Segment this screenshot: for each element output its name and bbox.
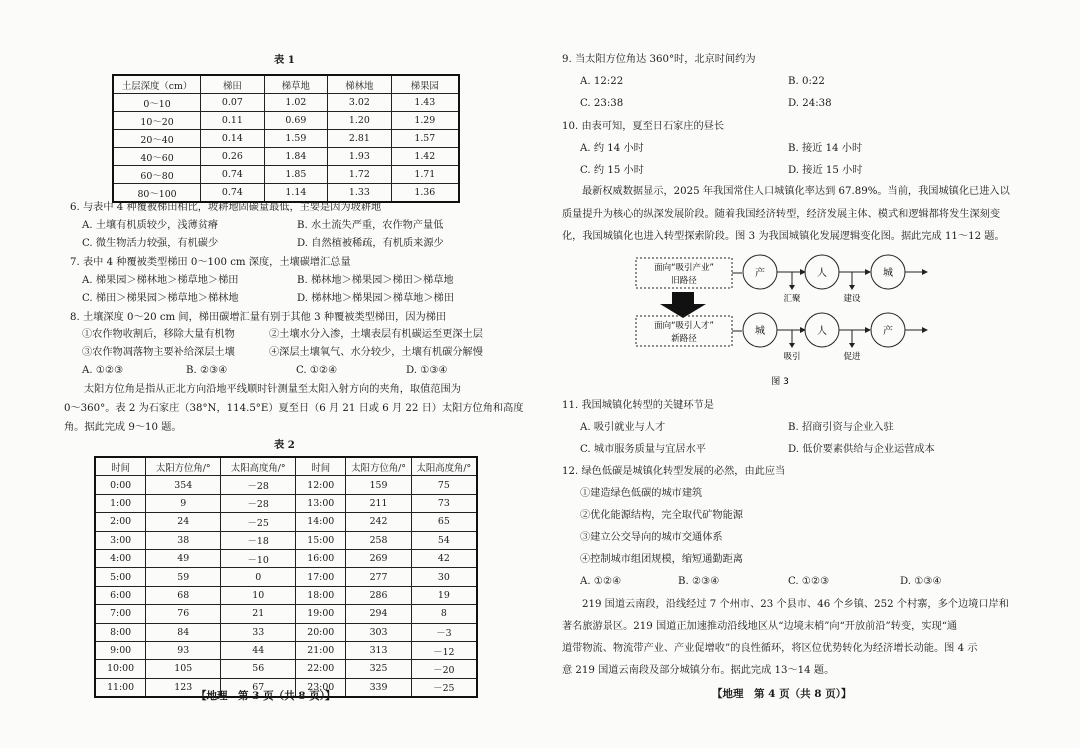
table-cell: 68	[146, 586, 221, 604]
table-cell: －28	[221, 494, 296, 512]
q12-statement-3: ③建立公交导向的城市交通体系	[580, 532, 723, 543]
old-label-2: 建设	[843, 294, 861, 304]
table-cell: 9:00	[95, 641, 146, 659]
table-cell: 1.36	[391, 184, 459, 203]
table-cell: 44	[221, 641, 296, 659]
table-header: 梯果园	[391, 75, 459, 94]
table-cell: 9	[146, 494, 221, 512]
intro2-line-2: 0～360°。表 2 为石家庄（38°N，114.5°E）夏至日（6 月 21 日或 6 月 22 日）太阳方位角和高度	[64, 403, 524, 414]
table-row	[95, 586, 477, 604]
table-cell: 10	[221, 586, 296, 604]
table-cell: 0.74	[201, 166, 265, 184]
q11-stem: 11. 我国城镇化转型的关键环节是	[562, 400, 714, 411]
table-cell: －10	[221, 549, 296, 567]
table-cell: －28	[221, 476, 296, 494]
table2	[94, 456, 478, 698]
table-cell: 1.33	[328, 184, 392, 203]
old-node-3: 城	[883, 268, 893, 279]
table-cell: 20:00	[296, 623, 346, 641]
table-cell: 105	[146, 660, 221, 678]
table-cell: 2:00	[95, 513, 146, 531]
old-node-2: 人	[817, 268, 827, 279]
table-cell: －20	[411, 660, 477, 678]
table-header: 梯草地	[264, 75, 328, 94]
big-arrow-shaft	[672, 292, 694, 304]
table-header-row	[95, 457, 477, 476]
table-cell: 211	[346, 494, 411, 512]
arrow-head	[789, 343, 795, 348]
table-header: 太阳方位角/°	[346, 457, 411, 476]
table-cell: 4:00	[95, 549, 146, 567]
table-header: 太阳方位角/°	[146, 457, 221, 476]
table-cell: 0.14	[201, 130, 265, 148]
table-cell: 59	[146, 568, 221, 586]
table-cell: 3:00	[95, 531, 146, 549]
table-cell: 1.71	[391, 166, 459, 184]
table-cell: －25	[221, 513, 296, 531]
q8-option-a: A. ①②③	[82, 365, 124, 376]
table-cell: 7:00	[95, 605, 146, 623]
table-cell: 339	[346, 678, 411, 697]
new-node-1: 城	[755, 326, 765, 337]
intro2-line-1: 太阳方位角是指从正北方向沿地平线顺时针测量至太阳入射方向的夹角，取值范围为	[84, 384, 461, 395]
new-path-label-1: 面向“吸引人才”	[654, 321, 714, 331]
table-row	[113, 94, 459, 112]
intro2-line-3: 角。据此完成 9～10 题。	[64, 422, 182, 433]
table-cell: 40～60	[113, 148, 201, 166]
new-label-2: 促进	[843, 352, 861, 362]
table-cell: 1.14	[264, 184, 328, 203]
table-cell: 10:00	[95, 660, 146, 678]
old-path-label-1: 面向“吸引产业”	[654, 263, 714, 273]
table-cell: 65	[411, 513, 477, 531]
intro3-line-1: 最新权威数据显示，2025 年我国常住人口城镇化率达到 67.89%。当前，我国城镇化已进入以	[582, 186, 1010, 197]
table-row	[113, 148, 459, 166]
old-node-1: 产	[755, 268, 765, 279]
table1	[112, 74, 460, 203]
table-cell: 22:00	[296, 660, 346, 678]
arrow-head	[849, 285, 855, 290]
table-cell: 24	[146, 513, 221, 531]
table-cell: 23:00	[296, 678, 346, 697]
table-cell: －3	[411, 623, 477, 641]
table-cell: 19:00	[296, 605, 346, 623]
q12-statement-1: ①建造绿色低碳的城市建筑	[580, 488, 703, 499]
arrow-head	[865, 327, 871, 333]
table-row	[113, 166, 459, 184]
table-cell: 1.85	[264, 166, 328, 184]
q7-option-b: B. 梯林地＞梯果园＞梯田＞梯草地	[297, 275, 454, 286]
q6-stem: 6. 与表中 4 种覆被梯田相比，坡耕地固碳量最低，主要是因为坡耕地	[70, 202, 382, 213]
table-cell: 303	[346, 623, 411, 641]
q10-stem: 10. 由表可知，夏至日石家庄的昼长	[562, 121, 725, 132]
table-header: 太阳高度角/°	[411, 457, 477, 476]
intro3-line-3: 化，我国城镇化也进入转型探索阶段。图 3 为我国城镇化发展逻辑变化图。据此完成 11～12 题。	[562, 231, 1005, 242]
table2-title: 表 2	[274, 439, 295, 451]
q11-option-d: D. 低价要素供给与企业运营成本	[788, 444, 935, 455]
table-cell: －12	[411, 641, 477, 659]
old-path-label-2: 旧路径	[671, 276, 697, 286]
table-cell: 313	[346, 641, 411, 659]
table-row	[95, 494, 477, 512]
table-cell: 1.29	[391, 112, 459, 130]
table-cell: 80～100	[113, 184, 201, 203]
q6-option-b: B. 水土流失严重，农作物产量低	[297, 220, 444, 231]
table-cell: 1.59	[264, 130, 328, 148]
table-cell: 38	[146, 531, 221, 549]
table-cell: 84	[146, 623, 221, 641]
table-cell: 93	[146, 641, 221, 659]
table-cell: 269	[346, 549, 411, 567]
table-header: 梯林地	[328, 75, 392, 94]
q8-option-b: B. ②③④	[186, 365, 228, 376]
table-cell: 8	[411, 605, 477, 623]
q12-statement-4: ④控制城市组团规模，缩短通勤距离	[580, 554, 743, 565]
table-header: 土层深度（cm）	[113, 75, 201, 94]
table-cell: 42	[411, 549, 477, 567]
arrow-head	[789, 285, 795, 290]
q7-option-a: A. 梯果园＞梯林地＞梯草地＞梯田	[82, 275, 239, 286]
table-cell: 49	[146, 549, 221, 567]
q8-option-d: D. ①③④	[406, 365, 448, 376]
q10-option-d: D. 接近 15 小时	[788, 165, 863, 176]
q7-stem: 7. 表中 4 种覆被类型梯田 0～100 cm 深度，土壤碳增汇总量	[70, 257, 351, 268]
table-row	[95, 568, 477, 586]
q12-option-d: D. ①③④	[900, 576, 942, 587]
q9-option-b: B. 0:22	[788, 76, 825, 87]
table-cell: 13:00	[296, 494, 346, 512]
table-cell: 0.74	[201, 184, 265, 203]
figure3-caption: 图 3	[771, 377, 789, 387]
q12-stem: 12. 绿色低碳是城镇化转型发展的必然，由此应当	[562, 466, 786, 477]
table-cell: 19	[411, 586, 477, 604]
table-cell: 56	[221, 660, 296, 678]
old-label-1: 汇聚	[783, 294, 801, 304]
q11-option-c: C. 城市服务质量与宜居水平	[580, 444, 706, 455]
q10-option-c: C. 约 15 小时	[580, 165, 644, 176]
table-cell: 17:00	[296, 568, 346, 586]
table-row	[113, 112, 459, 130]
table-cell: 258	[346, 531, 411, 549]
table-cell: 242	[346, 513, 411, 531]
q6-option-d: D. 自然植被稀疏，有机质来源少	[297, 238, 444, 249]
table-cell: 1.20	[328, 112, 392, 130]
table-row	[95, 549, 477, 567]
table-cell: 73	[411, 494, 477, 512]
q8-statement-3: ③农作物凋落物主要补给深层土壤	[82, 347, 235, 358]
table-header: 时间	[95, 457, 146, 476]
table-cell: 0.69	[264, 112, 328, 130]
table-row	[95, 623, 477, 641]
q12-option-a: A. ①②④	[580, 576, 622, 587]
table-cell: 286	[346, 586, 411, 604]
table-row	[95, 605, 477, 623]
table-cell: 0.11	[201, 112, 265, 130]
table-cell: 0:00	[95, 476, 146, 494]
q6-option-a: A. 土壤有机质较少，浅薄贫瘠	[82, 220, 219, 231]
figure3-diagram	[630, 252, 930, 388]
table-header: 梯田	[201, 75, 265, 94]
q8-option-c: C. ①②④	[296, 365, 338, 376]
table-cell: 21:00	[296, 641, 346, 659]
q11-option-a: A. 吸引就业与人才	[580, 422, 666, 433]
table-cell: 15:00	[296, 531, 346, 549]
new-node-2: 人	[817, 326, 827, 337]
big-down-arrow-icon	[660, 304, 706, 318]
q8-stem: 8. 土壤深度 0～20 cm 间，梯田碳增汇量有别于其他 3 种覆被类型梯田，因为梯田	[70, 312, 447, 323]
table-cell: 30	[411, 568, 477, 586]
arrow-head	[922, 327, 928, 333]
table-cell: 5:00	[95, 568, 146, 586]
table-cell: 0～10	[113, 94, 201, 112]
table-cell: 277	[346, 568, 411, 586]
table-row	[95, 660, 477, 678]
table-cell: 159	[346, 476, 411, 494]
intro4-line-2: 著名旅游景区。219 国道正加速推动沿线地区从“边境末梢”向“开放前沿”转变，实现“通	[562, 621, 958, 632]
q8-statement-1: ①农作物收割后，移除大量有机物	[82, 329, 235, 340]
q9-option-d: D. 24:38	[788, 98, 832, 109]
q7-option-c: C. 梯田＞梯果园＞梯草地＞梯林地	[82, 293, 239, 304]
table-header: 时间	[296, 457, 346, 476]
q10-option-b: B. 接近 14 小时	[788, 143, 863, 154]
table-cell: 54	[411, 531, 477, 549]
table-header: 太阳高度角/°	[221, 457, 296, 476]
table1-title: 表 1	[274, 54, 295, 66]
table-cell: 123	[146, 678, 221, 697]
intro4-line-4: 意 219 国道云南段及部分城镇分布。据此完成 13～14 题。	[562, 665, 835, 676]
q9-stem: 9. 当太阳方位角达 360°时，北京时间约为	[562, 54, 756, 65]
q12-option-c: C. ①②③	[788, 576, 830, 587]
table-cell: 8:00	[95, 623, 146, 641]
table-cell: 18:00	[296, 586, 346, 604]
table-cell: 1.93	[328, 148, 392, 166]
table-cell: 1.84	[264, 148, 328, 166]
q9-option-c: C. 23:38	[580, 98, 624, 109]
q11-option-b: B. 招商引资与企业入驻	[788, 422, 894, 433]
q7-option-d: D. 梯林地＞梯果园＞梯草地＞梯田	[297, 293, 454, 304]
table-row	[113, 130, 459, 148]
table-cell: 0.26	[201, 148, 265, 166]
table-cell: 76	[146, 605, 221, 623]
q9-option-a: A. 12:22	[580, 76, 624, 87]
new-label-1: 吸引	[783, 352, 801, 362]
table-cell: 67	[221, 678, 296, 697]
table-cell: 3.02	[328, 94, 392, 112]
table-row	[113, 184, 459, 203]
new-path-label-2: 新路径	[671, 334, 697, 344]
table-cell: 60～80	[113, 166, 201, 184]
page-footer-left: 【地理 第 3 页（共 8 页）】	[196, 690, 336, 702]
table-cell: －18	[221, 531, 296, 549]
table-cell: 0	[221, 568, 296, 586]
table-cell: 1:00	[95, 494, 146, 512]
arrow-head	[849, 343, 855, 348]
q8-statement-2: ②土壤水分入渗，土壤表层有机碳运至更深土层	[269, 329, 483, 340]
table-row	[95, 513, 477, 531]
table-cell: 354	[146, 476, 221, 494]
q6-option-c: C. 微生物活力较强，有机碳少	[82, 238, 219, 249]
table-cell: 1.57	[391, 130, 459, 148]
table-cell: 0.07	[201, 94, 265, 112]
q10-option-a: A. 约 14 小时	[580, 143, 644, 154]
table-cell: 14:00	[296, 513, 346, 531]
table-cell: 20～40	[113, 130, 201, 148]
table-cell: 294	[346, 605, 411, 623]
table-cell: 16:00	[296, 549, 346, 567]
table-cell: 21	[221, 605, 296, 623]
table-cell: 1.72	[328, 166, 392, 184]
table-cell: 75	[411, 476, 477, 494]
table-row	[95, 476, 477, 494]
table-cell: 1.43	[391, 94, 459, 112]
table-header-row	[113, 75, 459, 94]
q8-statement-4: ④深层土壤氧气、水分较少，土壤有机碳分解慢	[269, 347, 483, 358]
arrow-head	[922, 269, 928, 275]
new-node-3: 产	[883, 326, 893, 337]
table-cell: 10～20	[113, 112, 201, 130]
table-row	[95, 641, 477, 659]
intro3-line-2: 质量提升为核心的纵深发展阶段。随着我国经济转型，经济发展主体、模式和逻辑都将发生深刻变	[562, 209, 1001, 220]
q12-statement-2: ②优化能源结构，完全取代矿物能源	[580, 510, 743, 521]
q12-option-b: B. ②③④	[678, 576, 720, 587]
table-cell: －25	[411, 678, 477, 697]
table-cell: 2.81	[328, 130, 392, 148]
table-cell: 325	[346, 660, 411, 678]
intro4-line-1: 219 国道云南段，沿线经过 7 个州市、23 个县市、46 个乡镇、252 个村寨，多个边境口岸和	[582, 599, 1009, 610]
table-cell: 12:00	[296, 476, 346, 494]
table-cell: 11:00	[95, 678, 146, 697]
intro4-line-3: 道带物流、物流带产业、产业促增收”的良性循环，将区位优势转化为经济增长动能。图 4 示	[562, 643, 978, 654]
arrow-head	[865, 269, 871, 275]
table-cell: 1.42	[391, 148, 459, 166]
page-footer-right: 【地理 第 4 页（共 8 页）】	[712, 688, 852, 700]
table-cell: 6:00	[95, 586, 146, 604]
table-cell: 1.02	[264, 94, 328, 112]
table-row	[95, 531, 477, 549]
table-cell: 33	[221, 623, 296, 641]
